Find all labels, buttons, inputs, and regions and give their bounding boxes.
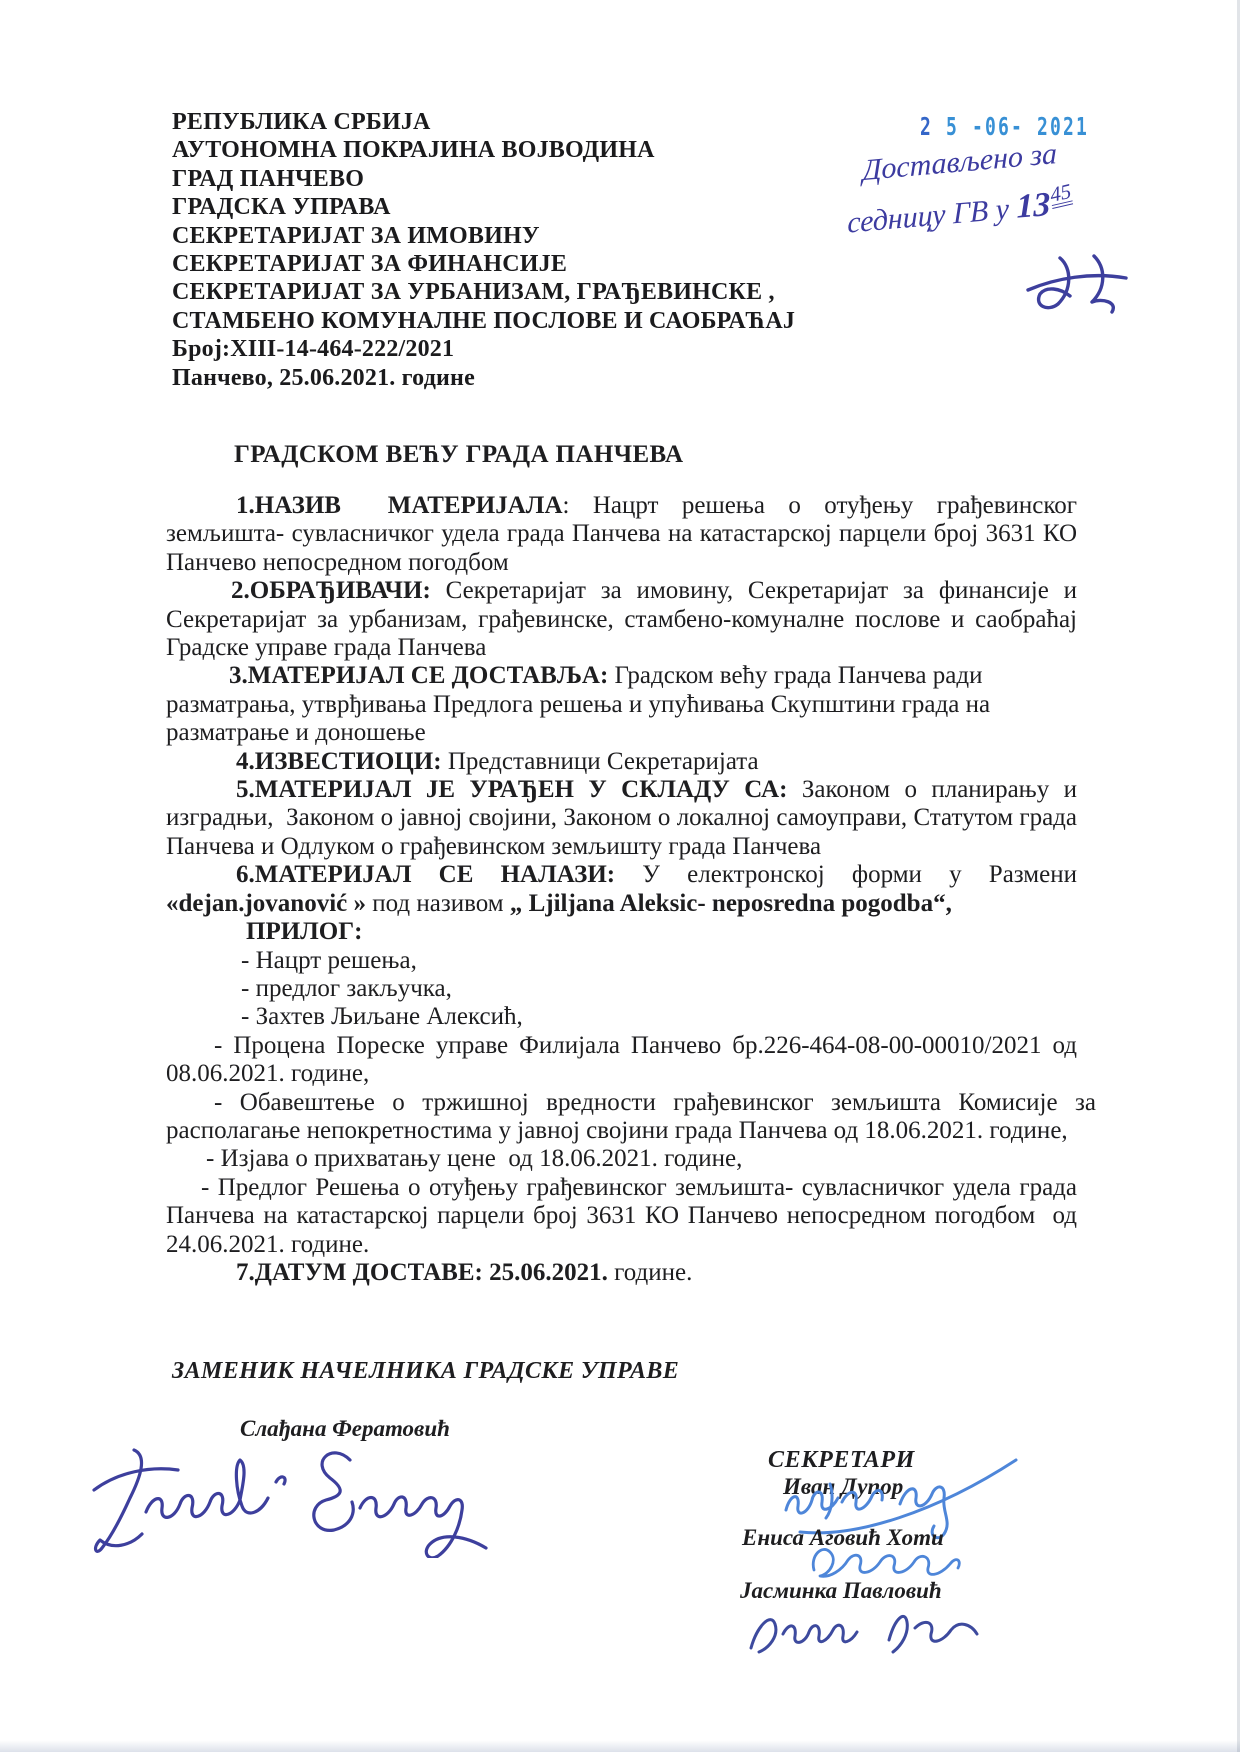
handwritten-note-line2: седницу ГВ у 1345 — [847, 178, 1073, 240]
paragraph-att-1: - Нацрт решења, — [241, 946, 417, 974]
paragraph-item-7: 7.ДАТУМ ДОСТАВЕ: 25.06.2021. године. — [236, 1258, 693, 1286]
handwritten-time: 13 — [1016, 185, 1051, 226]
paragraph-item-3: 3.МАТЕРИЈАЛ СЕ ДОСТАВЉА: Градском већу града Панчева ради разматрања, утврђивања Предлога решења и упућивања Скупштини града на разматрање и доношење — [166, 662, 997, 747]
letterhead-line: ГРАДСКА УПРАВА — [172, 194, 391, 221]
letterhead — [172, 108, 795, 392]
letterhead-line: СЕКРЕТАРИЈАТ ЗА УРБАНИЗАМ, ГРАЂЕВИНСКЕ , — [172, 279, 775, 306]
secretary-name-enisa-agovic-hoti: Ениса Аговић Хоти — [742, 1525, 944, 1550]
secretary-name-ivan-dupor: Иван Дупор — [783, 1474, 904, 1499]
paragraph-att-2: - предлог закључка, — [241, 974, 452, 1002]
scan-artifact-bottom — [0, 1740, 1240, 1752]
paragraph-item-1: 1.НАЗИВ МАТЕРИЈАЛА: Нацрт решења о отуђењу грађевинског земљишта- сувласничког удела града Панчева на катастарској парцели број 3631 КО Панчево непосредном погодбом — [166, 492, 1084, 576]
handwritten-note — [847, 118, 1183, 247]
letterhead-line: ГРАД ПАНЧЕВО — [172, 165, 365, 192]
letterhead-line: СЕКРЕТАРИЈАТ ЗА ФИНАНСИЈЕ — [172, 251, 568, 278]
deputy-head-title: ЗАМЕНИК НАЧЕЛНИКА ГРАДСКЕ УПРАВЕ — [172, 1358, 680, 1384]
handwritten-time-superscript: 45 — [1048, 178, 1073, 208]
deputy-signature — [88, 1438, 508, 1558]
letterhead-line: Број:XIII-14-464-222/2021 — [172, 336, 455, 363]
paragraph-prilog: ПРИЛОГ: — [246, 918, 363, 946]
letterhead-line: СЕКРЕТАРИЈАТ ЗА ИМОВИНУ — [172, 222, 540, 249]
letterhead-line: Панчево, 25.06.2021. године — [172, 364, 475, 391]
paragraph-item-4: 4.ИЗВЕСТИОЦИ: Представници Секретаријата — [236, 747, 759, 775]
paragraph-item-2: 2.ОБРАЂИВАЧИ: Секретаријат за имовину, Секретаријат за финансије и Секретаријат за урбанизам, грађевинске, стамбено-комуналне послове и саобраћај Градске управе града Панчева — [166, 577, 1084, 662]
letterhead-line: СТАМБЕНО КОМУНАЛНЕ ПОСЛОВЕ И САОБРАЋАЈ — [172, 307, 796, 334]
paragraph-item-5: 5.МАТЕРИЈАЛ ЈЕ УРАЂЕН У СКЛАДУ СА: Законом о планирању и изградњи, Законом о јавној својини, Законом о локалној самоуправи, Статутом града Панчева и Одлуком о грађевинском земљишту града Панчева — [166, 776, 1084, 860]
paragraph-att-4: - Процена Пореске управе Филијала Панчево бр.226-464-08-00-00010/2021 од 08.06.2021. године, — [166, 1031, 1084, 1088]
handwritten-note-line1: Достављено за — [862, 137, 1058, 188]
document-body — [166, 492, 1103, 1287]
paragraph-att-7: - Предлог Решења о отуђењу грађевинског земљишта- сувласничког удела града Панчева на катастарској парцели број 3631 КО Панчево непосредном погодбом од 24.06.2021. године. — [166, 1173, 1084, 1258]
secretaries-title: СЕКРЕТАРИ — [768, 1447, 915, 1473]
secretary-signature-jasminka-pavlovic — [737, 1596, 982, 1658]
date-received-stamp: 2 5 -06- 2021 — [920, 112, 1089, 141]
secretary-name-jasminka-pavlovic: Јасминка Павловић — [740, 1578, 942, 1603]
paragraph-att-3: - Захтев Љиљане Алексић, — [241, 1003, 523, 1031]
letterhead-line: РЕПУБЛИКА СРБИЈА — [172, 109, 431, 135]
paragraph-item-6: 6.МАТЕРИЈАЛ СЕ НАЛАЗИ: У електронској форми у Размени «dejan.jovanović » под називом „ Ljiljana Aleksic- neposredna pogodba“, — [166, 861, 1084, 917]
deputy-head-name: Слађана Фератовић — [240, 1416, 450, 1441]
handwritten-initials-signature — [1024, 248, 1134, 318]
paragraph-att-5: - Обавештење о тржишној вредности грађевинског земљишта Комисије за располагање непокретностима у јавној својини града Панчева од 18.06.2021. године, — [166, 1088, 1103, 1144]
paragraph-att-6: - Изјава о прихватању цене од 18.06.2021. године, — [206, 1145, 743, 1173]
addressee-title: ГРАДСКОМ ВЕЋУ ГРАДА ПАНЧЕВА — [234, 441, 684, 468]
letterhead-line: АУТОНОМНА ПОКРАЈИНА ВОЈВОДИНА — [172, 137, 655, 164]
